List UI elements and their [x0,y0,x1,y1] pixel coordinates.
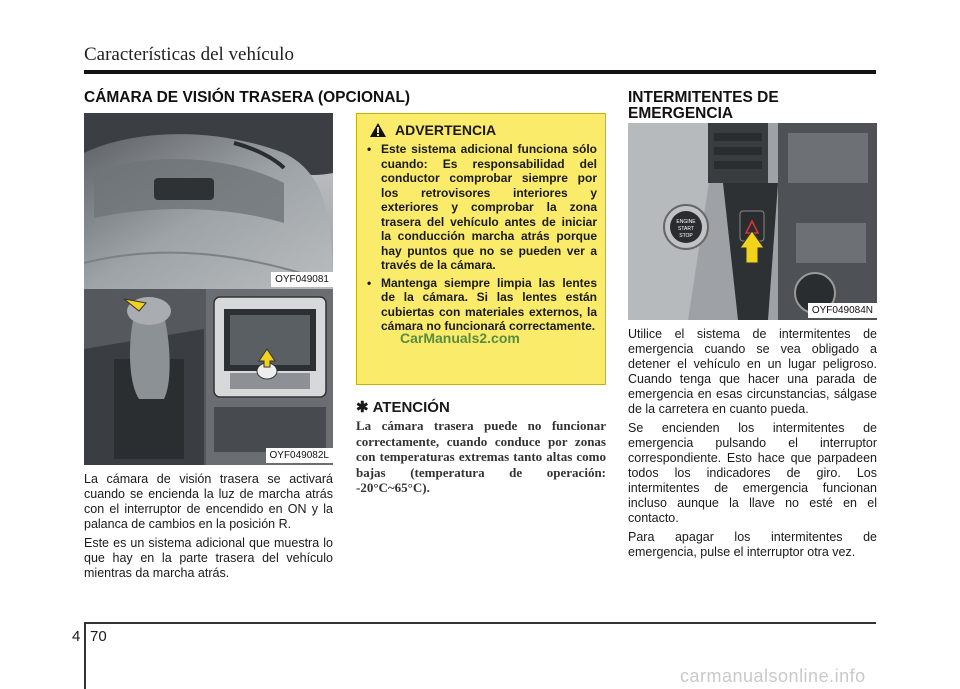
warning-list [365,142,597,334]
paragraph: Este es un sistema adicional que muestra lo que hay en la parte trasera del vehículo mientras da marcha atrás. [84,536,333,580]
paragraph: Para apagar los intermitentes de emergencia, pulse el interruptor otra vez. [628,530,877,559]
svg-text:ENGINE: ENGINE [676,219,696,225]
image-code-label: OYF049084N [808,303,877,318]
dashboard-illustration [628,123,877,320]
footer-rule [84,622,876,624]
watermark: CarManuals2.com [400,330,520,346]
warning-triangle-icon [369,122,387,138]
header-rule [84,70,876,74]
image-code-label: OYF049082L [266,448,334,463]
warning-item: • Mantenga siempre limpia las lentes de la cámara. Si las lentes están cubiertas con materiales externos, la cámara no funcionará correctamente. [367,275,597,333]
paragraph: La cámara de visión trasera se activará cuando se encienda la luz de marcha atrás con el interruptor de encendido en ON y la palanca de cambios en la posición R. [84,472,333,531]
car-trunk-photo [84,113,333,289]
gear-shifter-photo [84,289,333,465]
paragraph: Se encienden los intermitentes de emergencia pulsando el interruptor correspondiente. Esto hace que parpadeen todos los indicadores de giro. Los intermitentes de emergencia funcionan incluso aunque la llave no esté en el contacto. [628,421,877,525]
hazard-section-title: INTERMITENTES DE EMERGENCIA [628,89,779,122]
image-code-label: OYF049081 [271,272,333,287]
caution-title: ATENCIÓN [372,398,450,416]
page-chapter: 4 [72,628,81,645]
page-number: 70 [90,628,107,645]
caution-text: La cámara trasera puede no funcionar correctamente, cuando conduce por zonas con temperaturas extremas tanto altas como bajas (temperatura de operación: -20°C~65°C). [356,418,606,495]
dashboard-photo [628,123,877,320]
caution-star-icon: ✱ [356,399,369,416]
car-trunk-illustration [84,113,333,289]
warning-header [369,122,597,138]
svg-text:STOP: STOP [679,233,693,239]
camera-description [84,472,333,585]
warning-item: • Este sistema adicional funciona sólo cuando: Es responsabilidad del conductor comprobar siempre por los retrovisores interiores y exteriores y comprobar la zona trasera del vehículo antes de iniciar la conducción marcha atrás porque hay puntos que no se pueden ver a través de la cámara. [367,142,597,272]
gear-shifter-illustration [84,289,333,465]
svg-text:START: START [678,226,694,232]
warning-title: ADVERTENCIA [395,122,497,138]
paragraph: Utilice el sistema de intermitentes de emergencia cuando se vea obligado a detener el vehículo en un lugar peligroso. Cuando tenga que hacer una parada de emergencia en esas circunstancias, sálgase de la carretera en cuanto pueda. [628,327,877,416]
caution-header [356,398,450,416]
footer-site: carmanualsonline.info [680,666,866,686]
hazard-description [628,327,877,564]
chapter-title: Características del vehículo [84,44,294,65]
page-divider [84,622,86,689]
camera-section-title: CÁMARA DE VISIÓN TRASERA (OPCIONAL) [84,89,411,106]
